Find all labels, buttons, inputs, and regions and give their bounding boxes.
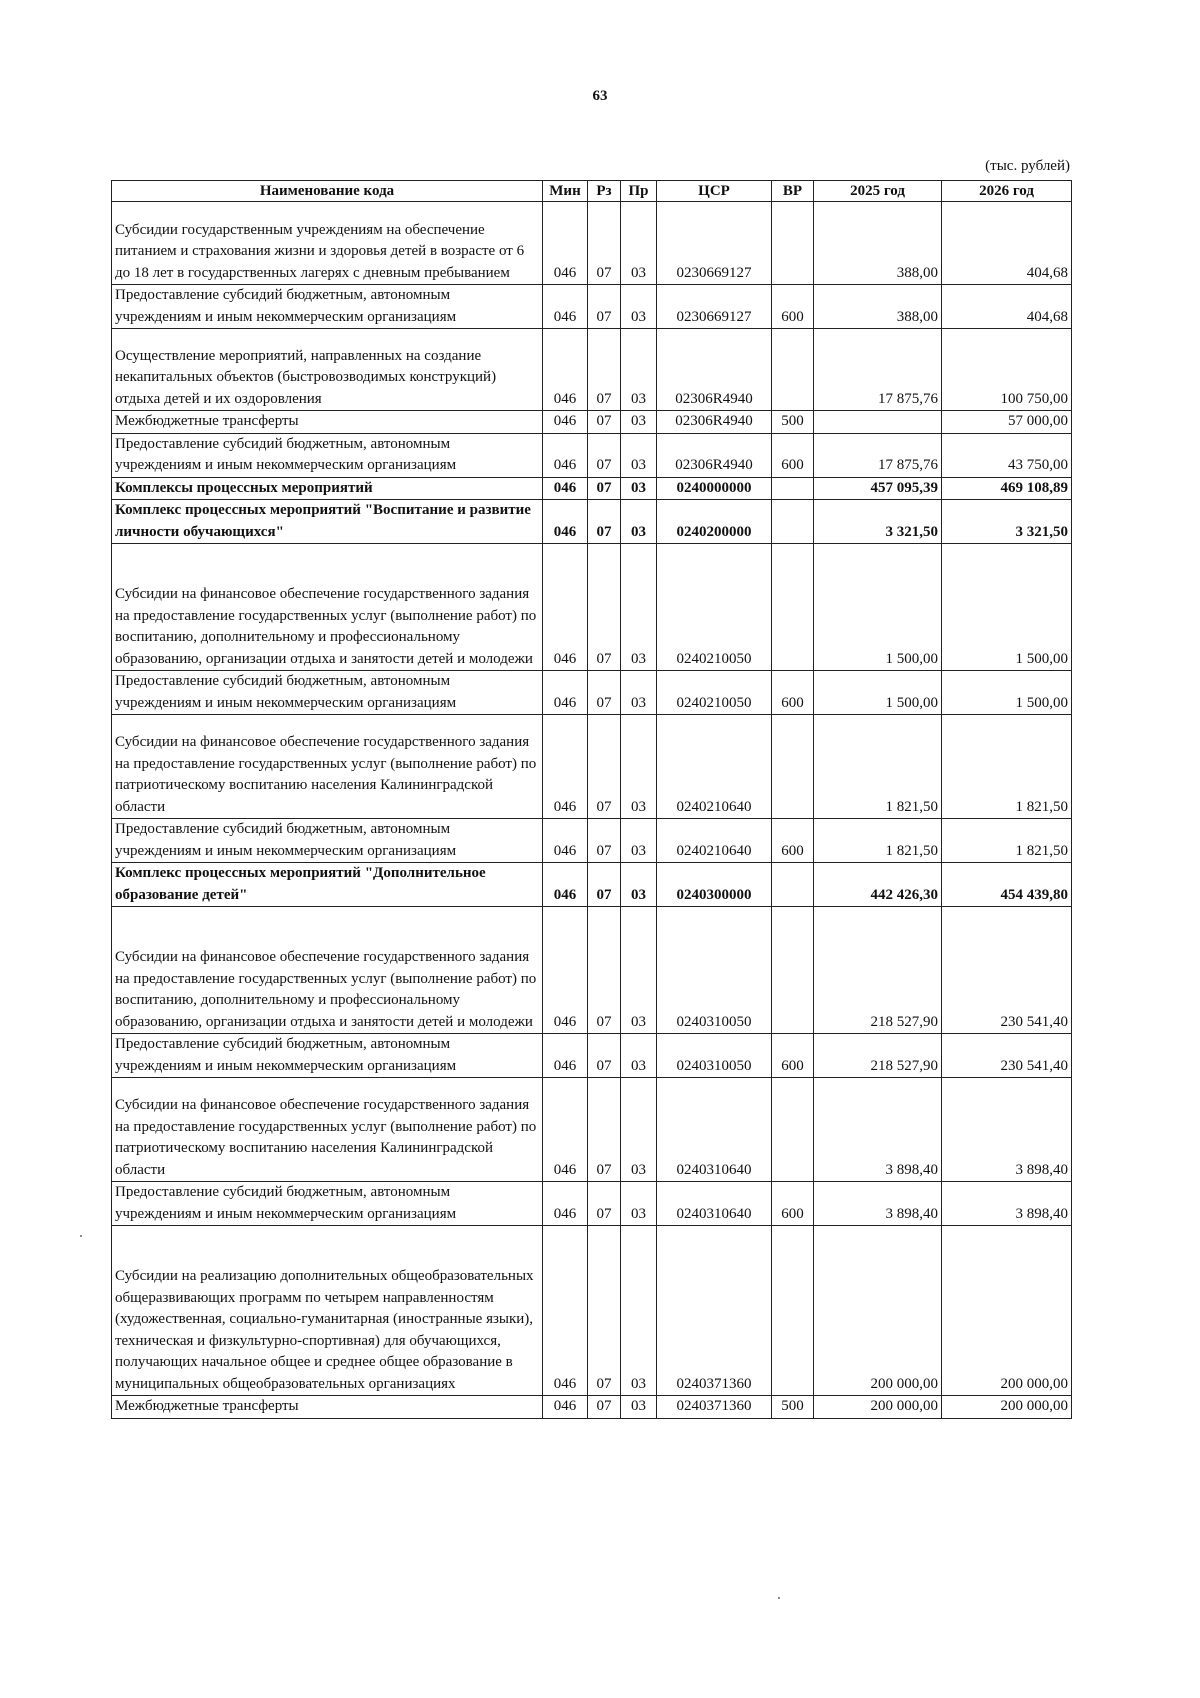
row-vr — [772, 329, 814, 411]
row-pr: 03 — [621, 477, 657, 500]
column-header: Пр — [621, 181, 657, 202]
table-row — [112, 329, 1072, 411]
row-min: 046 — [543, 715, 588, 819]
row-amount-2026: 43 750,00 — [942, 433, 1072, 477]
table-row — [112, 285, 1072, 329]
row-rz: 07 — [588, 433, 621, 477]
row-csr: 0240310050 — [657, 907, 772, 1034]
row-amount-2026: 3 898,40 — [942, 1078, 1072, 1182]
row-pr: 03 — [621, 671, 657, 715]
row-amount-2025: 200 000,00 — [814, 1226, 942, 1396]
row-amount-2025: 218 527,90 — [814, 1034, 942, 1078]
table-row — [112, 544, 1072, 671]
row-csr: 02306R4940 — [657, 433, 772, 477]
row-vr — [772, 500, 814, 544]
row-name: Предоставление субсидий бюджетным, автономным учреждениям и иным некоммерческим организациям — [112, 1034, 543, 1078]
row-amount-2026: 3 898,40 — [942, 1182, 1072, 1226]
row-amount-2026: 1 500,00 — [942, 671, 1072, 715]
row-pr: 03 — [621, 544, 657, 671]
row-amount-2025: 1 500,00 — [814, 544, 942, 671]
row-amount-2025: 457 095,39 — [814, 477, 942, 500]
row-rz: 07 — [588, 1182, 621, 1226]
row-amount-2026: 1 821,50 — [942, 819, 1072, 863]
budget-table — [111, 180, 1072, 1419]
row-min: 046 — [543, 1078, 588, 1182]
row-name: Субсидии государственным учреждениям на обеспечение питанием и страхования жизни и здоровья детей в возрасте от 6 до 18 лет в государственных лагерях с дневным пребыванием — [112, 202, 543, 285]
table-row — [112, 411, 1072, 434]
row-csr: 0230669127 — [657, 285, 772, 329]
row-vr — [772, 1078, 814, 1182]
row-pr: 03 — [621, 1078, 657, 1182]
row-rz: 07 — [588, 500, 621, 544]
row-csr: 02306R4940 — [657, 411, 772, 434]
column-header: Наименование кода — [112, 181, 543, 202]
row-amount-2025: 1 500,00 — [814, 671, 942, 715]
row-name: Субсидии на финансовое обеспечение государственного задания на предоставление государственных услуг (выполнение работ) по патриотическому воспитанию населения Калининградской области — [112, 1078, 543, 1182]
row-csr: 0240310640 — [657, 1182, 772, 1226]
row-amount-2026: 230 541,40 — [942, 907, 1072, 1034]
row-rz: 07 — [588, 477, 621, 500]
row-rz: 07 — [588, 544, 621, 671]
table-header-row — [112, 181, 1072, 202]
row-min: 046 — [543, 329, 588, 411]
row-min: 046 — [543, 500, 588, 544]
table-row — [112, 863, 1072, 907]
row-csr: 0240210640 — [657, 819, 772, 863]
row-name: Межбюджетные трансферты — [112, 1396, 543, 1419]
column-header: ВР — [772, 181, 814, 202]
row-vr — [772, 544, 814, 671]
row-vr: 600 — [772, 1182, 814, 1226]
row-amount-2025: 388,00 — [814, 285, 942, 329]
row-rz: 07 — [588, 1226, 621, 1396]
row-rz: 07 — [588, 715, 621, 819]
row-min: 046 — [543, 285, 588, 329]
row-rz: 07 — [588, 863, 621, 907]
row-csr: 0240000000 — [657, 477, 772, 500]
row-rz: 07 — [588, 819, 621, 863]
column-header: ЦСР — [657, 181, 772, 202]
row-amount-2026: 454 439,80 — [942, 863, 1072, 907]
row-vr: 600 — [772, 433, 814, 477]
row-vr: 500 — [772, 411, 814, 434]
row-csr: 0240300000 — [657, 863, 772, 907]
row-pr: 03 — [621, 1226, 657, 1396]
scan-speck — [778, 1597, 780, 1599]
row-amount-2025: 218 527,90 — [814, 907, 942, 1034]
row-min: 046 — [543, 202, 588, 285]
row-amount-2025: 1 821,50 — [814, 819, 942, 863]
row-rz: 07 — [588, 285, 621, 329]
row-name: Осуществление мероприятий, направленных на создание некапитальных объектов (быстровозводимых конструкций) отдыха детей и их оздоровления — [112, 329, 543, 411]
row-min: 046 — [543, 544, 588, 671]
row-rz: 07 — [588, 671, 621, 715]
table-row — [112, 1034, 1072, 1078]
row-vr: 600 — [772, 285, 814, 329]
row-name: Субсидии на реализацию дополнительных общеобразовательных общеразвивающих программ по четырем направленностям (художественная, социально-гуманитарная (иностранные языки), техническая и физкультурно-спортивная) для обучающихся, получающих начальное общее и среднее общее образование в муниципальных общеобразовательных организациях — [112, 1226, 543, 1396]
row-pr: 03 — [621, 907, 657, 1034]
row-amount-2025: 1 821,50 — [814, 715, 942, 819]
row-amount-2026: 200 000,00 — [942, 1226, 1072, 1396]
row-name: Субсидии на финансовое обеспечение государственного задания на предоставление государственных услуг (выполнение работ) по патриотическому воспитанию населения Калининградской области — [112, 715, 543, 819]
row-name: Предоставление субсидий бюджетным, автономным учреждениям и иным некоммерческим организациям — [112, 1182, 543, 1226]
row-vr — [772, 715, 814, 819]
row-amount-2025: 442 426,30 — [814, 863, 942, 907]
row-pr: 03 — [621, 1182, 657, 1226]
row-name: Субсидии на финансовое обеспечение государственного задания на предоставление государственных услуг (выполнение работ) по воспитанию, дополнительному и профессиональному образованию, организации отдыха и занятости детей и молодежи — [112, 907, 543, 1034]
row-csr: 0240210640 — [657, 715, 772, 819]
column-header: Рз — [588, 181, 621, 202]
table-row — [112, 1078, 1072, 1182]
table-row — [112, 819, 1072, 863]
row-vr: 600 — [772, 819, 814, 863]
row-min: 046 — [543, 477, 588, 500]
row-amount-2026: 57 000,00 — [942, 411, 1072, 434]
row-min: 046 — [543, 819, 588, 863]
row-amount-2025: 3 898,40 — [814, 1078, 942, 1182]
row-vr: 500 — [772, 1396, 814, 1419]
row-rz: 07 — [588, 1034, 621, 1078]
row-min: 046 — [543, 907, 588, 1034]
row-name: Предоставление субсидий бюджетным, автономным учреждениям и иным некоммерческим организациям — [112, 819, 543, 863]
row-min: 046 — [543, 671, 588, 715]
row-csr: 0240310640 — [657, 1078, 772, 1182]
row-vr — [772, 202, 814, 285]
table-row — [112, 477, 1072, 500]
page-number: 63 — [592, 88, 608, 104]
row-vr — [772, 1226, 814, 1396]
row-amount-2025: 200 000,00 — [814, 1396, 942, 1419]
row-vr — [772, 863, 814, 907]
row-csr: 0240310050 — [657, 1034, 772, 1078]
row-amount-2025 — [814, 411, 942, 434]
row-amount-2026: 230 541,40 — [942, 1034, 1072, 1078]
row-pr: 03 — [621, 411, 657, 434]
row-amount-2025: 17 875,76 — [814, 433, 942, 477]
row-min: 046 — [543, 411, 588, 434]
row-amount-2026: 1 821,50 — [942, 715, 1072, 819]
row-pr: 03 — [621, 202, 657, 285]
row-pr: 03 — [621, 1034, 657, 1078]
row-amount-2025: 17 875,76 — [814, 329, 942, 411]
row-name: Комплекс процессных мероприятий "Дополнительное образование детей" — [112, 863, 543, 907]
units-caption: (тыс. рублей) — [985, 158, 1070, 174]
row-csr: 0230669127 — [657, 202, 772, 285]
row-csr: 0240371360 — [657, 1396, 772, 1419]
row-amount-2026: 100 750,00 — [942, 329, 1072, 411]
row-csr: 0240200000 — [657, 500, 772, 544]
row-name: Межбюджетные трансферты — [112, 411, 543, 434]
column-header: 2026 год — [942, 181, 1072, 202]
row-min: 046 — [543, 433, 588, 477]
row-pr: 03 — [621, 285, 657, 329]
row-name: Комплекс процессных мероприятий "Воспитание и развитие личности обучающихся" — [112, 500, 543, 544]
row-amount-2026: 3 321,50 — [942, 500, 1072, 544]
row-amount-2026: 404,68 — [942, 285, 1072, 329]
row-amount-2026: 469 108,89 — [942, 477, 1072, 500]
table-body — [112, 202, 1072, 1419]
row-name: Предоставление субсидий бюджетным, автономным учреждениям и иным некоммерческим организациям — [112, 285, 543, 329]
row-name: Предоставление субсидий бюджетным, автономным учреждениям и иным некоммерческим организациям — [112, 433, 543, 477]
row-pr: 03 — [621, 819, 657, 863]
row-min: 046 — [543, 1182, 588, 1226]
row-vr: 600 — [772, 1034, 814, 1078]
row-min: 046 — [543, 863, 588, 907]
table-row — [112, 1182, 1072, 1226]
table-row — [112, 500, 1072, 544]
column-header: 2025 год — [814, 181, 942, 202]
column-header: Мин — [543, 181, 588, 202]
row-rz: 07 — [588, 1396, 621, 1419]
row-rz: 07 — [588, 1078, 621, 1182]
row-pr: 03 — [621, 863, 657, 907]
table-row — [112, 202, 1072, 285]
row-rz: 07 — [588, 411, 621, 434]
row-name: Комплексы процессных мероприятий — [112, 477, 543, 500]
row-min: 046 — [543, 1034, 588, 1078]
row-csr: 0240210050 — [657, 671, 772, 715]
table-row — [112, 1396, 1072, 1419]
row-amount-2026: 200 000,00 — [942, 1396, 1072, 1419]
table-row — [112, 715, 1072, 819]
row-name: Предоставление субсидий бюджетным, автономным учреждениям и иным некоммерческим организациям — [112, 671, 543, 715]
table-row — [112, 433, 1072, 477]
row-vr — [772, 907, 814, 1034]
table-row — [112, 1226, 1072, 1396]
row-csr: 0240210050 — [657, 544, 772, 671]
row-vr — [772, 477, 814, 500]
row-min: 046 — [543, 1226, 588, 1396]
row-csr: 02306R4940 — [657, 329, 772, 411]
row-pr: 03 — [621, 500, 657, 544]
row-pr: 03 — [621, 329, 657, 411]
row-amount-2026: 1 500,00 — [942, 544, 1072, 671]
row-name: Субсидии на финансовое обеспечение государственного задания на предоставление государственных услуг (выполнение работ) по воспитанию, дополнительному и профессиональному образованию, организации отдыха и занятости детей и молодежи — [112, 544, 543, 671]
row-amount-2025: 388,00 — [814, 202, 942, 285]
scan-speck — [80, 1235, 82, 1237]
row-pr: 03 — [621, 1396, 657, 1419]
row-amount-2025: 3 321,50 — [814, 500, 942, 544]
row-pr: 03 — [621, 715, 657, 819]
row-pr: 03 — [621, 433, 657, 477]
table-row — [112, 907, 1072, 1034]
row-rz: 07 — [588, 329, 621, 411]
row-rz: 07 — [588, 202, 621, 285]
row-vr: 600 — [772, 671, 814, 715]
row-amount-2026: 404,68 — [942, 202, 1072, 285]
table-row — [112, 671, 1072, 715]
row-amount-2025: 3 898,40 — [814, 1182, 942, 1226]
row-min: 046 — [543, 1396, 588, 1419]
row-rz: 07 — [588, 907, 621, 1034]
row-csr: 0240371360 — [657, 1226, 772, 1396]
